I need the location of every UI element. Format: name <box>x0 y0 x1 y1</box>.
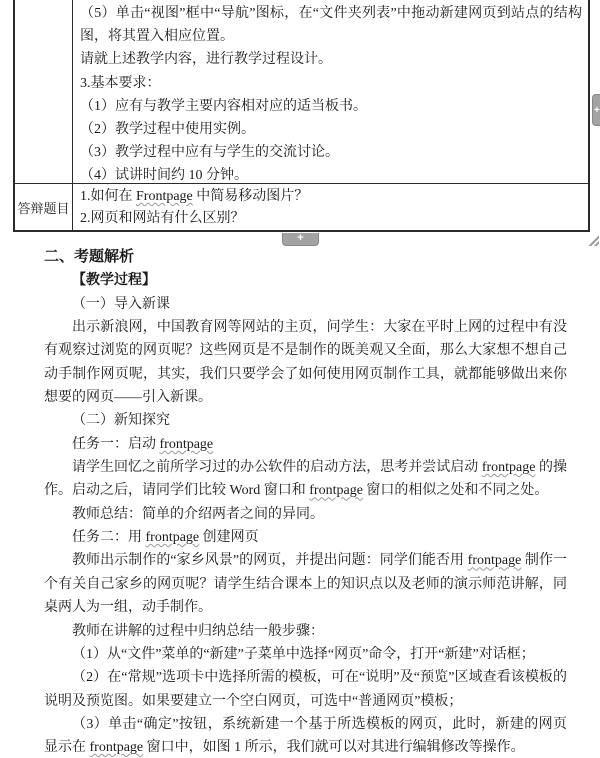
spellcheck-underlined-word: frontpage <box>145 530 200 546</box>
section-heading: 二、考题解析 <box>44 249 135 265</box>
body-item <box>44 433 567 456</box>
table-content-cell <box>73 184 588 230</box>
plus-icon: + <box>297 232 304 244</box>
body-subheading <box>44 269 567 292</box>
text-run: （3）教学过程中应有与学生的交流讨论。 <box>80 145 339 161</box>
section-blocks <box>44 269 567 758</box>
expand-handle-right[interactable] <box>592 94 600 126</box>
resize-grip-icon[interactable] <box>588 235 599 246</box>
text-run: （4）试讲时间约 10 分钟。 <box>80 168 248 183</box>
spellcheck-underlined-word: frontpage <box>467 553 522 569</box>
spellcheck-underlined-word: frontpage <box>309 483 363 499</box>
body-para <box>44 456 567 503</box>
text-run: （一）导入新课 <box>72 296 170 312</box>
table-text-line <box>80 118 582 141</box>
table-text-line <box>80 72 582 95</box>
table-row-header-cell <box>15 184 73 230</box>
text-run: （3）单击“确定”按钮，系统新建一个基于所选模板的网页，此时，新建的网页显示在 <box>44 716 567 756</box>
text-run: （1）从“文件”菜单的“新建”子菜单中选择“网页”命令，打开“新建”对话框； <box>72 646 535 662</box>
body-para <box>44 666 567 713</box>
body-para <box>44 643 567 666</box>
body-item <box>44 293 567 316</box>
exam-question-table <box>13 0 590 232</box>
text-run: 教师出示制作的“家乡风景”的网页，并提出问题：同学们能否用 <box>72 553 468 569</box>
text-run: 教师在讲解的过程中归纳总结一般步骤： <box>72 623 324 639</box>
spellcheck-underlined-word: frontpage <box>481 460 536 476</box>
table-text-line <box>80 48 582 71</box>
body-para <box>44 316 567 409</box>
table-row-header-cell <box>15 0 73 183</box>
text-run: 【教学过程】 <box>72 273 156 289</box>
table-text-line <box>80 186 582 208</box>
text-run: 制作一个有关自己家乡的网页呢？请学生结合课本上的知识点以及老师的演示师范讲解，同桌两人为一组，动手制作。 <box>44 553 568 616</box>
text-run: （2）在“常规”选项卡中选择所需的模板，可在“说明”及“预览”区域查看该模板的说明及预览图。如果要建立一个空白网页，可选中“普通网页”模板； <box>44 670 567 709</box>
text-run: 教师总结：简单的介绍两者之间的异同。 <box>72 506 324 522</box>
table-row <box>15 0 588 184</box>
plus-icon: + <box>594 104 600 116</box>
text-run: （2）教学过程中使用实例。 <box>80 122 255 138</box>
text-run: 窗口中，如图 1 所示，我们就可以对其进行编辑修改等操作。 <box>143 740 525 756</box>
body-para <box>44 549 567 619</box>
table-text-line <box>80 95 582 118</box>
text-run: 窗口的相似之处和不同之处。 <box>362 483 549 499</box>
text-run: （1）应有与教学主要内容相对应的适当板书。 <box>80 98 367 114</box>
text-run: 1.如何在 <box>80 189 136 204</box>
table-row-header-label: 答辩题目 <box>17 200 70 216</box>
expand-handle-bottom[interactable] <box>282 233 319 246</box>
body-para <box>44 713 567 758</box>
text-run: 任务一：启动 <box>72 436 160 452</box>
text-run: 2.网页和网站有什么区别？ <box>80 211 245 226</box>
table-text-line <box>80 2 582 48</box>
body-item <box>44 409 567 432</box>
table-text-line <box>80 208 582 230</box>
text-run: 请学生回忆之前所学习过的办公软件的启动方法，思考并尝试启动 <box>72 460 482 476</box>
table-text-line <box>80 141 582 164</box>
body-para <box>44 620 567 643</box>
spellcheck-underlined-word: frontpage <box>89 740 144 756</box>
table-content-cell <box>73 0 588 183</box>
text-run: 出示新浪网，中国教育网等网站的主页，问学生：大家在平时上网的过程中有没有观察过浏览的网页呢？这些网页是不是制作的既美观又全面，那么大家想不想自己动手制作网页呢，其实，我们只要学会了如何使用网页制作工具，就都能够做出来你想要的网页——引入新课。 <box>44 320 567 406</box>
body-item <box>44 526 567 549</box>
text-run: 3.基本要求： <box>80 75 161 91</box>
text-run: （二）新知探究 <box>72 413 170 429</box>
text-run: 任务二：用 <box>72 530 146 546</box>
analysis-section <box>44 246 567 758</box>
text-run: 中简易移动图片？ <box>192 189 309 204</box>
text-run: 请就上述教学内容，进行教学过程设计。 <box>80 52 332 68</box>
table-text-line <box>80 164 582 183</box>
text-run: 的操作。启动之后，请同学们比较 Word 窗口和 <box>44 460 568 499</box>
table-row <box>15 184 588 230</box>
text-run: 创建网页 <box>199 530 259 546</box>
text-run: （5）单击“视图”框中“导航”图标，在“文件夹列表”中拖动新建网页到站点的结构图，将其置入相应位置。 <box>80 6 582 45</box>
spellcheck-underlined-word: frontpage <box>159 436 214 452</box>
body-item <box>44 503 567 526</box>
spellcheck-underlined-word: Frontpage <box>136 189 193 204</box>
